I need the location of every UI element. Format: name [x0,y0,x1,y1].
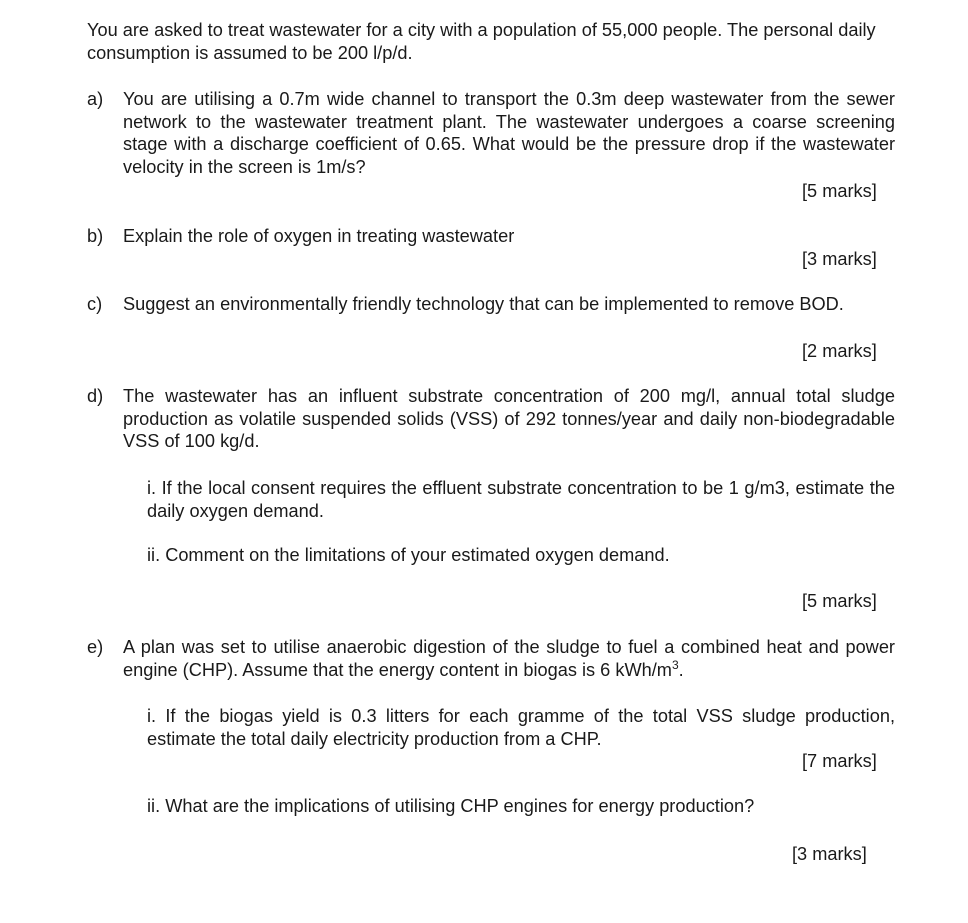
question-d-sub-ii: ii. Comment on the limitations of your estimated oxygen demand. [147,545,670,565]
question-d-marks: [5 marks] [802,591,877,611]
question-e-letter: e) [87,637,104,657]
question-e-text [123,636,895,681]
question-c-marks: [2 marks] [802,341,877,361]
question-e-text-end: . [678,659,684,680]
intro-paragraph: You are asked to treat wastewater for a city with a population of 55,000 people. The personal daily consumption is assumed to be 200 l/p/d. [87,20,876,63]
question-a-text: You are utilising a 0.7m wide channel to transport the 0.3m deep wastewater from the sewer network to the wastewater treatment plant. The wastewater undergoes a coarse screening stage with a discharge coefficient of 0.65. What would be the pressure drop if the wastewater velocity in the screen is 1m/s? [123,89,895,177]
question-e-sub-i-marks: [7 marks] [802,751,877,771]
question-a-letter: a) [87,89,104,109]
question-c-letter: c) [87,294,103,314]
question-e-text-main: A plan was set to utilise anaerobic digestion of the sludge to fuel a combined heat and power engine (CHP). Assume that the energy content in biogas is 6 kWh/m [123,637,895,680]
question-e-sub-ii-marks: [3 marks] [792,844,867,864]
question-b-letter: b) [87,226,104,246]
question-b-marks: [3 marks] [802,249,877,269]
question-e-superscript: 3 [671,657,679,672]
question-e-sub-ii: ii. What are the implications of utilising CHP engines for energy production? [147,796,755,816]
question-e-sub-i: i. If the biogas yield is 0.3 litters for each gramme of the total VSS sludge production, estimate the total daily electricity production from a CHP. [147,706,895,749]
question-b-text: Explain the role of oxygen in treating wastewater [123,226,515,246]
question-d-sub-i: i. If the local consent requires the effluent substrate concentration to be 1 g/m3, estimate the daily oxygen demand. [147,478,895,521]
question-c-text: Suggest an environmentally friendly technology that can be implemented to remove BOD. [123,294,844,314]
question-d-text: The wastewater has an influent substrate concentration of 200 mg/l, annual total sludge production as volatile suspended solids (VSS) of 292 tonnes/year and daily non-biodegradable VSS of 100 kg/d. [123,386,895,452]
question-d-letter: d) [87,386,104,406]
question-a-marks: [5 marks] [802,181,877,201]
